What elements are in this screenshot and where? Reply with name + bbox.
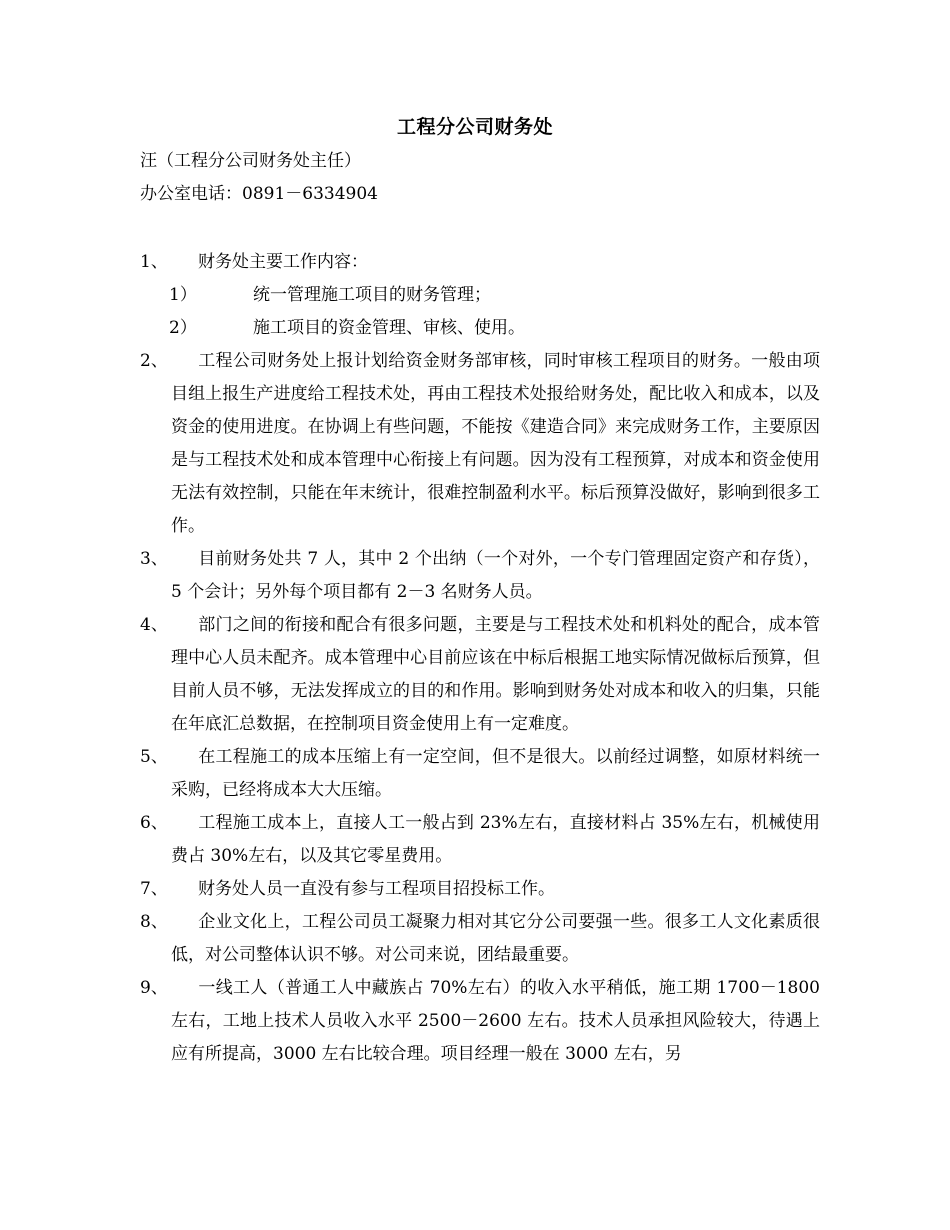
item-number: 9、 xyxy=(140,978,168,998)
sub-item-number: 2） xyxy=(169,318,197,338)
office-phone: 办公室电话：0891－6334904 xyxy=(140,184,378,204)
list-item xyxy=(140,906,820,972)
item-number: 6、 xyxy=(140,813,168,833)
item-text: 一线工人（普通工人中藏族占 70%左右）的收入水平稍低，施工期 1700－1800 左右，工地上技术人员收入水平 2500－2600 左右。技术人员承担风险较大，待遇上应有所提高，3000 左右比较合理。项目经理一般在 3000 左右，另 xyxy=(171,978,820,1064)
document-body xyxy=(140,246,820,1071)
item-text: 工程公司财务处上报计划给资金财务部审核，同时审核工程项目的财务。一般由项目组上报生产进度给工程技术处，再由工程技术处报给财务处，配比收入和成本，以及资金的使用进度。在协调上有些问题，不能按《建造合同》来完成财务工作，主要原因是与工程技术处和成本管理中心衔接上有问题。因为没有工程预算，对成本和资金使用无法有效控制，只能在年末统计，很难控制盈利水平。标后预算没做好，影响到很多工作。 xyxy=(171,351,820,536)
list-item xyxy=(140,741,820,807)
sub-item-number: 1） xyxy=(169,285,197,305)
item-text: 在工程施工的成本压缩上有一定空间，但不是很大。以前经过调整，如原材料统一采购，已经将成本大大压缩。 xyxy=(171,747,820,800)
item-number: 7、 xyxy=(140,879,168,899)
item-text: 企业文化上，工程公司员工凝聚力相对其它分公司要强一些。很多工人文化素质很低，对公司整体认识不够。对公司来说，团结最重要。 xyxy=(171,912,820,965)
list-item xyxy=(140,609,820,741)
sub-item-text: 施工项目的资金管理、审核、使用。 xyxy=(253,318,525,338)
item-text: 部门之间的衔接和配合有很多问题，主要是与工程技术处和机料处的配合，成本管理中心人员未配齐。成本管理中心目前应该在中标后根据工地实际情况做标后预算，但目前人员不够，无法发挥成立的目的和作用。影响到财务处对成本和收入的归集，只能在年底汇总数据，在控制项目资金使用上有一定难度。 xyxy=(171,615,820,734)
list-item xyxy=(140,543,820,609)
item-text: 财务处人员一直没有参与工程项目招投标工作。 xyxy=(198,879,555,899)
document-title: 工程分公司财务处 xyxy=(396,116,553,138)
sub-item-text: 统一管理施工项目的财务管理； xyxy=(253,285,491,305)
item-number: 4、 xyxy=(140,615,168,635)
list-item xyxy=(140,345,820,543)
item-number: 5、 xyxy=(140,747,168,767)
item-number: 8、 xyxy=(140,912,168,932)
sub-list-item xyxy=(140,312,820,345)
item-text: 目前财务处共 7 人，其中 2 个出纳（一个对外，一个专门管理固定资产和存货），5 个会计；另外每个项目都有 2－3 名财务人员。 xyxy=(171,549,820,602)
list-item xyxy=(140,873,820,906)
item-number: 1、 xyxy=(140,252,168,272)
item-text: 财务处主要工作内容： xyxy=(198,252,368,272)
item-text: 工程施工成本上，直接人工一般占到 23%左右，直接材料占 35%左右，机械使用费占 30%左右，以及其它零星费用。 xyxy=(171,813,820,866)
list-item xyxy=(140,807,820,873)
list-item xyxy=(140,972,820,1071)
list-item xyxy=(140,246,820,279)
contact-name: 汪（工程分公司财务处主任） xyxy=(140,151,361,171)
item-number: 3、 xyxy=(140,549,168,569)
sub-list-item xyxy=(140,279,820,312)
item-number: 2、 xyxy=(140,351,168,371)
